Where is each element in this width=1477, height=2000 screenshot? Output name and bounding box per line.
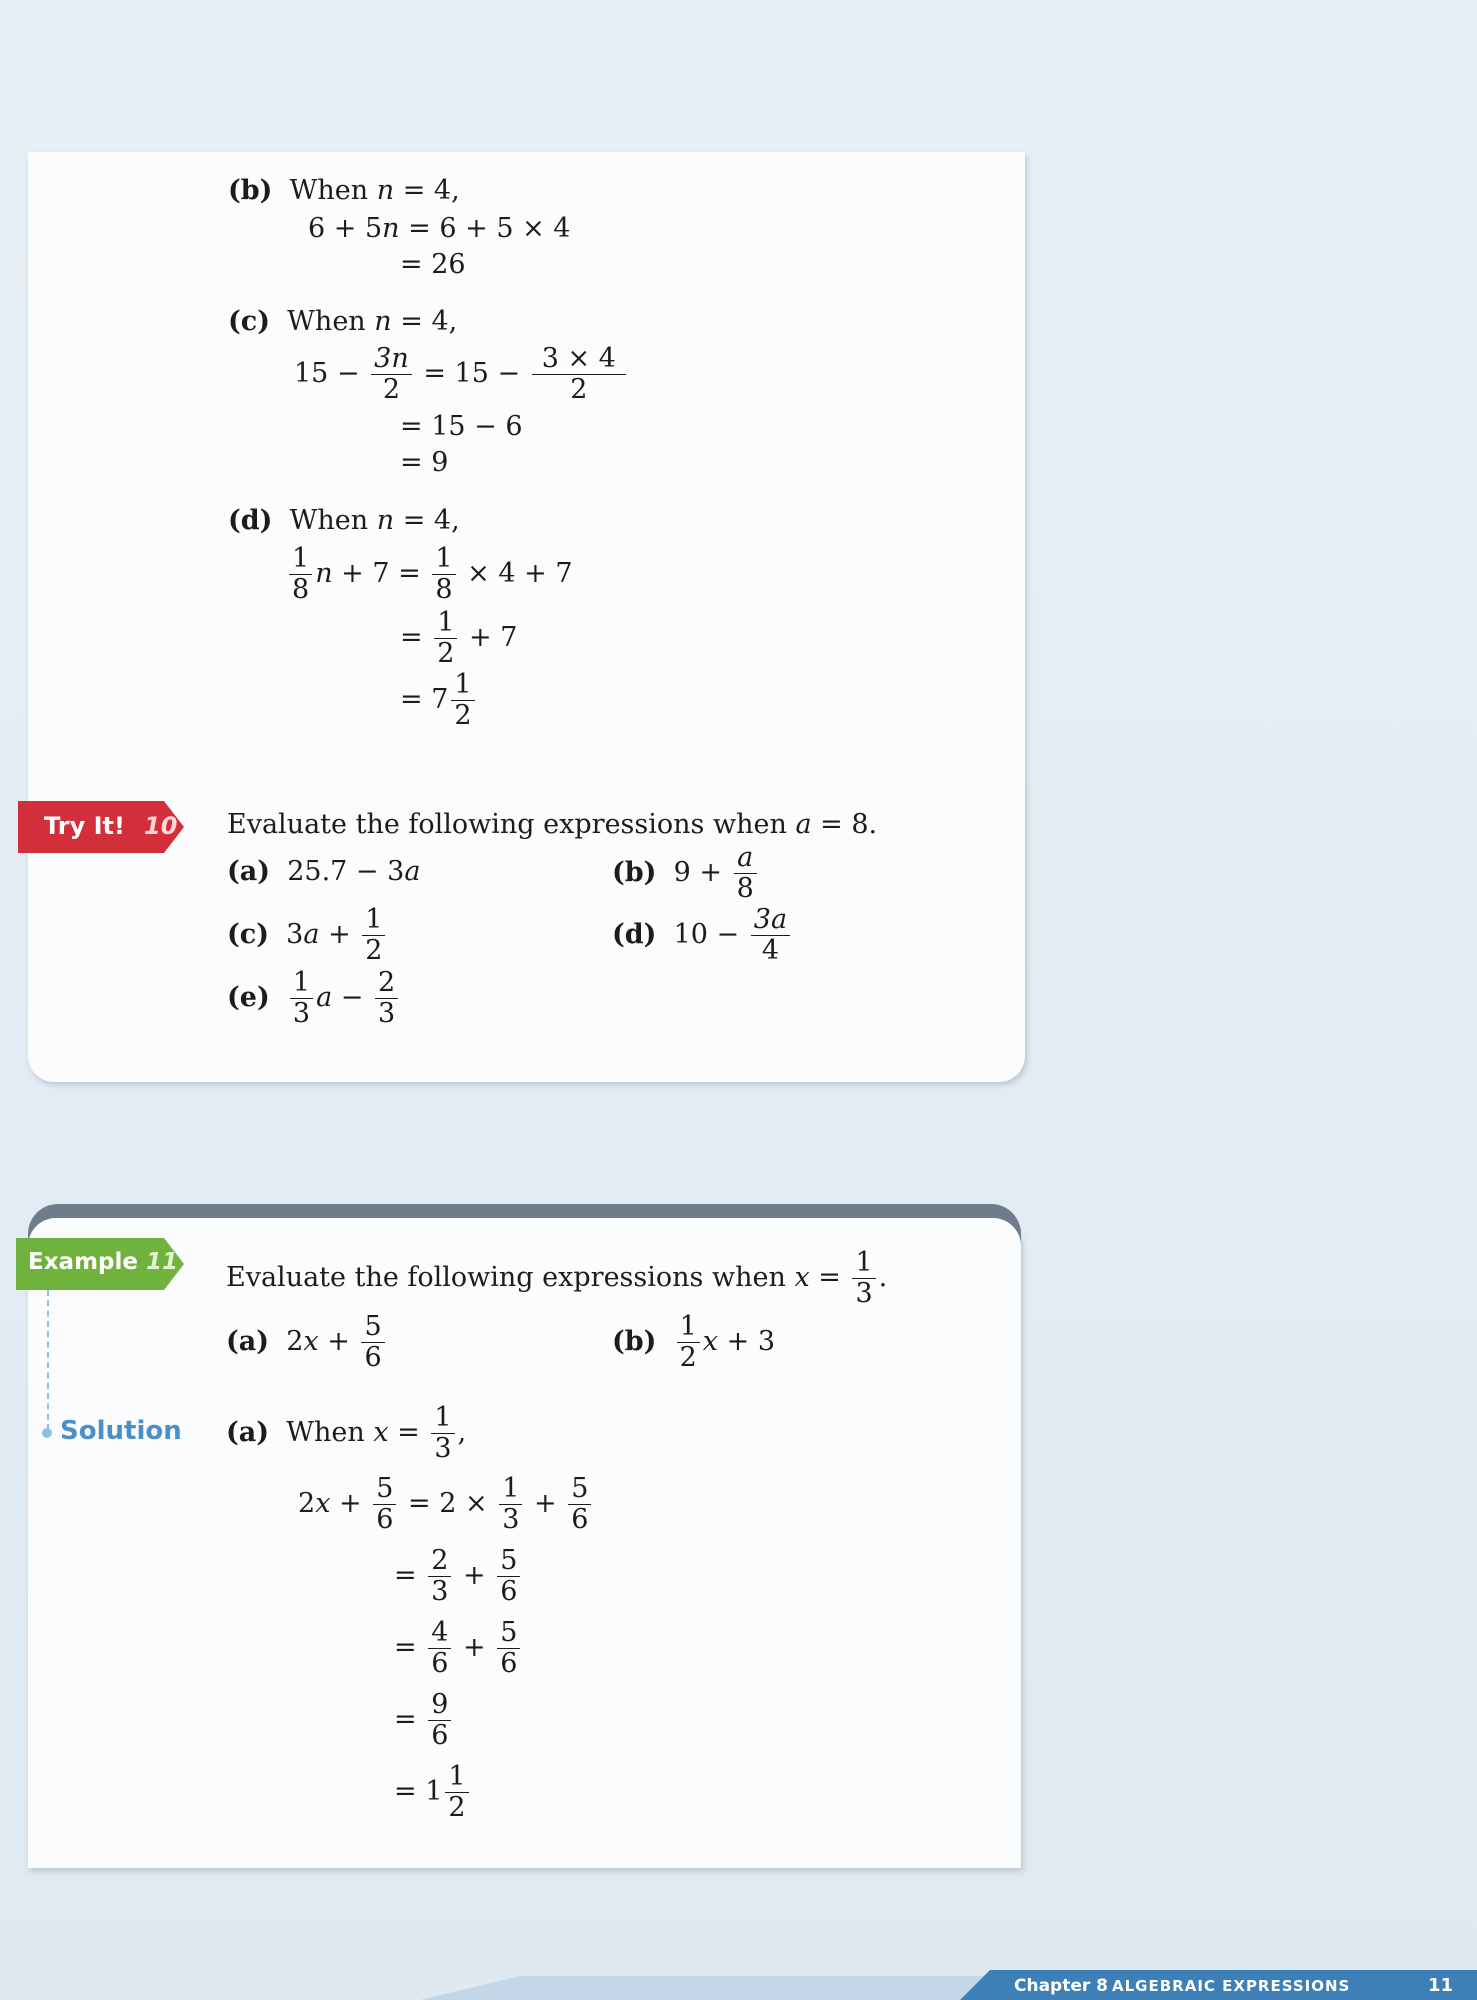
part-d-line3 xyxy=(400,670,478,731)
try-it-c xyxy=(227,905,388,966)
equals-value: = 4, xyxy=(402,505,460,536)
part-b-line1 xyxy=(308,212,570,246)
expr-text: + xyxy=(327,1326,350,1357)
part-label: (c) xyxy=(228,306,270,337)
solution-line2 xyxy=(394,1546,523,1607)
expr-text: = xyxy=(818,1262,841,1293)
expr-text: + xyxy=(328,919,351,950)
expr-text: = 9 xyxy=(400,447,449,478)
variable: x xyxy=(303,1326,319,1357)
variable: a xyxy=(316,982,333,1013)
fraction: $\frac{3 \times 4}{2}$ xyxy=(532,344,626,405)
example-panel xyxy=(28,1218,1021,1868)
expr-text: + xyxy=(339,1488,362,1519)
fraction: $\frac{1}{3}$ xyxy=(852,1248,875,1309)
part-c-line2 xyxy=(400,410,523,444)
footer-title: ALGEBRAIC EXPRESSIONS xyxy=(1112,1977,1351,1995)
expr-text: = xyxy=(394,1560,417,1591)
fraction: $\frac{3a}{4}$ xyxy=(751,905,790,966)
solution-line1 xyxy=(298,1474,594,1535)
expr-text: = xyxy=(397,1417,420,1448)
expr-text: + 7 xyxy=(469,622,518,653)
fraction: $\frac{4}{6}$ xyxy=(428,1618,451,1679)
part-label: (a) xyxy=(226,1417,270,1448)
part-label: (b) xyxy=(612,1326,657,1357)
part-label: (b) xyxy=(612,857,657,888)
expr-text: − xyxy=(340,982,364,1013)
variable: n xyxy=(315,558,333,589)
part-label: (d) xyxy=(228,505,273,536)
part-label: (a) xyxy=(227,856,271,887)
fraction: $\frac{5}{6}$ xyxy=(497,1546,520,1607)
example-connector-line xyxy=(47,1290,49,1430)
fraction: $\frac{2}{3}$ xyxy=(428,1546,451,1607)
try-it-number: 10 xyxy=(144,812,178,840)
fraction: $\frac{1}{2}$ xyxy=(677,1312,700,1373)
part-label: (d) xyxy=(612,919,657,950)
variable: a xyxy=(404,856,421,887)
expr-text: + xyxy=(463,1560,486,1591)
part-c-line1 xyxy=(294,344,629,405)
try-it-a xyxy=(227,855,420,889)
worked-solution-panel xyxy=(28,152,1025,1082)
expr-text: = 6 + 5 × 4 xyxy=(408,213,571,244)
expr-text: + xyxy=(463,1632,486,1663)
page-footer xyxy=(0,1970,1477,2000)
fraction: $\frac{1}{3}$ xyxy=(431,1403,454,1464)
fraction: $\frac{5}{6}$ xyxy=(361,1312,384,1373)
fraction: $\frac{1}{8}$ xyxy=(432,544,455,605)
part-b-when xyxy=(228,174,460,208)
variable: x xyxy=(794,1262,810,1293)
footer-chapter: Chapter 8 xyxy=(1014,1976,1109,1996)
expr-text: = xyxy=(394,1632,417,1663)
solution-when xyxy=(226,1403,466,1464)
fraction: $\frac{5}{6}$ xyxy=(568,1474,591,1535)
expr-text: 15 − xyxy=(294,358,360,389)
expr-text: , xyxy=(457,1417,467,1448)
expr-text: 6 + 5 xyxy=(308,213,383,244)
fraction: $\frac{1}{2}$ xyxy=(362,905,385,966)
try-it-label: Try It! xyxy=(44,812,125,840)
expr-text: 25.7 − 3 xyxy=(287,856,405,887)
when-text: When xyxy=(289,175,369,206)
fraction: $\frac{1}{3}$ xyxy=(499,1474,522,1535)
fraction: $\frac{9}{6}$ xyxy=(428,1690,451,1751)
fraction: $\frac{1}{2}$ xyxy=(451,670,474,731)
part-d-line2 xyxy=(400,608,517,669)
try-it-d xyxy=(612,905,793,966)
variable: a xyxy=(795,809,812,840)
expr-text: 2 xyxy=(286,1326,304,1357)
variable: n xyxy=(374,306,392,337)
fraction: $\frac{5}{6}$ xyxy=(373,1474,396,1535)
fraction: $\frac{a}{8}$ xyxy=(734,843,757,904)
fraction: $\frac{3n}{2}$ xyxy=(371,344,412,405)
expr-text: = 15 − xyxy=(423,358,521,389)
part-b-line2 xyxy=(400,248,466,282)
expr-text: = 7 xyxy=(400,684,449,715)
expr-text: × 4 + 7 xyxy=(467,558,573,589)
example-label: Example xyxy=(28,1249,138,1275)
part-d-when xyxy=(228,504,460,538)
variable: x xyxy=(373,1417,389,1448)
when-text: When xyxy=(287,306,366,337)
part-label: (c) xyxy=(227,919,269,950)
example-b xyxy=(612,1312,775,1373)
part-d-line1 xyxy=(286,544,573,605)
expr-text: 9 + xyxy=(673,857,722,888)
variable: n xyxy=(376,175,395,206)
solution-label: Solution xyxy=(60,1416,182,1446)
expr-text: . xyxy=(878,1262,888,1293)
solution-line5 xyxy=(394,1762,472,1823)
fraction: $\frac{1}{8}$ xyxy=(289,544,312,605)
expr-text: = 26 xyxy=(400,249,466,280)
variable: n xyxy=(376,505,395,536)
variable: x xyxy=(702,1326,719,1357)
fraction: $\frac{2}{3}$ xyxy=(375,968,398,1029)
equals-value: = 4, xyxy=(400,306,458,337)
example-prompt xyxy=(226,1248,887,1309)
expr-text: = xyxy=(394,1704,417,1735)
example-a xyxy=(226,1312,388,1373)
solution-line4 xyxy=(394,1690,454,1751)
try-it-banner xyxy=(14,801,184,853)
variable: n xyxy=(382,213,400,244)
when-text: When xyxy=(289,505,369,536)
example-banner xyxy=(12,1238,184,1290)
expr-text: + xyxy=(533,1488,557,1519)
part-label: (e) xyxy=(227,982,270,1013)
equals-value: = 4, xyxy=(402,175,460,206)
fraction: $\frac{1}{3}$ xyxy=(290,968,313,1029)
expr-text: 3 xyxy=(286,919,304,950)
expr-text: = 2 × xyxy=(408,1488,488,1519)
part-c-when xyxy=(228,305,457,339)
part-label: (a) xyxy=(226,1326,270,1357)
fraction: $\frac{5}{6}$ xyxy=(497,1618,520,1679)
expr-text: + 7 = xyxy=(341,558,421,589)
expr-text: = 1 xyxy=(394,1776,443,1807)
prompt-text: Evaluate the following expressions when xyxy=(226,1262,786,1293)
expr-text: = 15 − 6 xyxy=(400,411,523,442)
page-number: 11 xyxy=(1428,1975,1454,1996)
fraction: $\frac{1}{2}$ xyxy=(434,608,457,669)
variable: a xyxy=(303,919,320,950)
when-text: When xyxy=(286,1417,365,1448)
part-label: (b) xyxy=(228,175,273,206)
fraction: $\frac{1}{2}$ xyxy=(445,1762,468,1823)
expr-text: 10 − xyxy=(673,919,740,950)
part-c-line3 xyxy=(400,446,448,480)
example-number: 11 xyxy=(146,1249,179,1275)
try-it-e xyxy=(227,968,401,1029)
expr-text: = xyxy=(400,622,423,653)
try-it-b xyxy=(612,843,760,904)
try-it-prompt xyxy=(227,808,877,842)
solution-dot-icon xyxy=(42,1428,52,1438)
prompt-text: Evaluate the following expressions when xyxy=(227,809,787,840)
expr-text: + 3 xyxy=(726,1326,776,1357)
expr-text: 2 xyxy=(298,1488,316,1519)
solution-line3 xyxy=(394,1618,523,1679)
equals-value: = 8. xyxy=(820,809,878,840)
variable: x xyxy=(315,1488,331,1519)
